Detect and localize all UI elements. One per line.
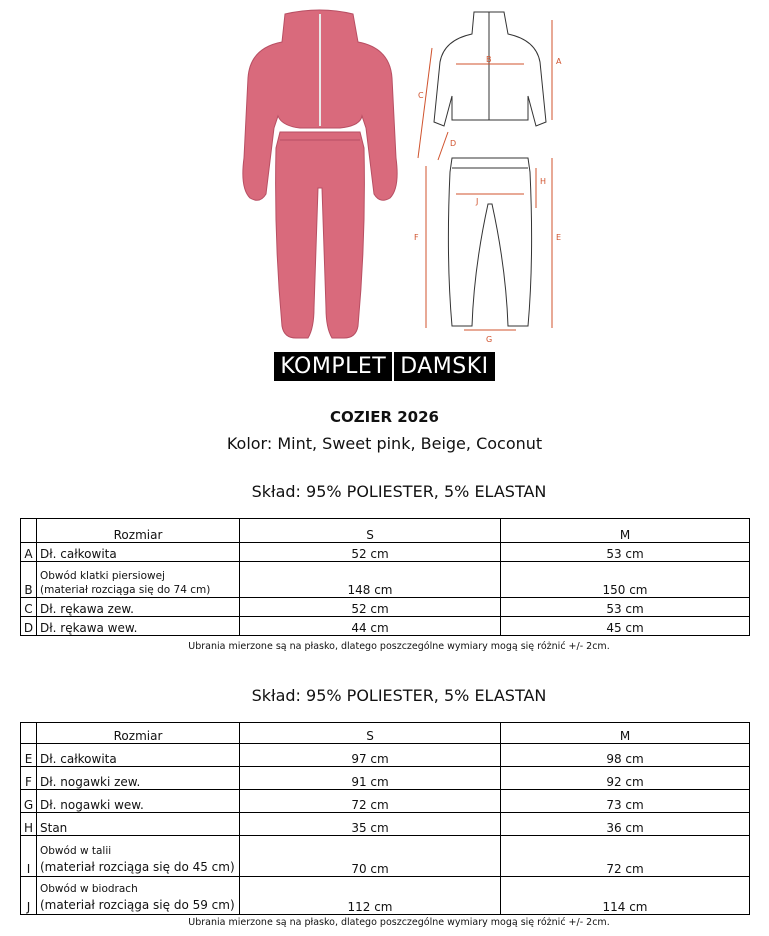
product-images [240,8,570,348]
row-name: Dł. całkowita [37,744,240,767]
row-name: Obwód klatki piersiowej [40,570,165,582]
row-value-s: 52 cm [240,598,501,617]
label-f: F [414,233,419,242]
row-value-m: 36 cm [501,813,750,836]
row-name: Obwód w biodrach [40,883,138,895]
product-title [0,352,769,381]
table-row [21,813,750,836]
label-j: J [476,197,479,206]
row-name-cell [37,562,240,598]
row-note: (materiał rozciąga się do 59 cm) [40,898,235,912]
row-value-m: 114 cm [501,877,750,915]
label-h: H [540,177,547,186]
header-cell: S [240,519,501,543]
table-row [21,562,750,598]
composition-bottom: Skład: 95% POLIESTER, 5% ELASTAN [251,686,547,705]
row-value-m: 45 cm [501,617,750,636]
size-table-bottom [20,722,750,915]
table-row [21,767,750,790]
table-row [21,790,750,813]
row-name: Obwód w talii [40,845,112,857]
row-name: Dł. całkowita [37,543,240,562]
row-value-s: 70 cm [240,836,501,877]
table-row [21,543,750,562]
row-value-s: 72 cm [240,790,501,813]
row-name: Dł. rękawa zew. [37,598,240,617]
label-d: D [450,139,457,148]
row-value-m: 53 cm [501,543,750,562]
table-row [21,617,750,636]
row-code: B [21,562,37,598]
row-value-s: 97 cm [240,744,501,767]
label-g: G [486,335,493,344]
title-word: KOMPLET [274,352,392,381]
row-note: (materiał rozciąga się do 45 cm) [40,860,235,874]
row-value-s: 52 cm [240,543,501,562]
composition-top: Skład: 95% POLIESTER, 5% ELASTAN [251,482,547,501]
header-cell: Rozmiar [37,723,240,744]
technical-drawing [412,8,570,348]
label-a: A [556,57,562,66]
label-e: E [556,233,562,242]
row-code: J [21,877,37,915]
table-header-row [21,519,750,543]
table-header-row [21,723,750,744]
row-note: (materiał rozciąga się do 74 cm) [40,584,211,596]
row-code: E [21,744,37,767]
row-code: H [21,813,37,836]
row-value-m: 73 cm [501,790,750,813]
row-code: D [21,617,37,636]
row-value-s: 112 cm [240,877,501,915]
row-value-s: 91 cm [240,767,501,790]
label-b: B [486,55,492,64]
row-value-s: 148 cm [240,562,501,598]
row-code: G [21,790,37,813]
header-cell: M [501,723,750,744]
title-word: DAMSKI [394,352,494,381]
row-name: Stan [37,813,240,836]
row-code: F [21,767,37,790]
model-name: COZIER 2026 [330,408,439,426]
table-row [21,836,750,877]
row-value-m: 72 cm [501,836,750,877]
row-code: A [21,543,37,562]
row-value-s: 44 cm [240,617,501,636]
header-cell: M [501,519,750,543]
color-list: Kolor: Mint, Sweet pink, Beige, Coconut [226,434,543,453]
table-row [21,877,750,915]
header-cell: S [240,723,501,744]
table-row [21,598,750,617]
product-photo [240,8,400,348]
row-code: I [21,836,37,877]
row-value-m: 150 cm [501,562,750,598]
row-name: Dł. nogawki zew. [37,767,240,790]
row-value-m: 53 cm [501,598,750,617]
label-c: C [418,91,424,100]
row-value-m: 92 cm [501,767,750,790]
row-code: C [21,598,37,617]
table-row [21,744,750,767]
row-value-s: 35 cm [240,813,501,836]
measurement-note: Ubrania mierzone są na płasko, dlatego poszczególne wymiary mogą się różnić +/- 2cm. [188,641,610,652]
header-cell: Rozmiar [37,519,240,543]
measurement-note: Ubrania mierzone są na płasko, dlatego poszczególne wymiary mogą się różnić +/- 2cm. [188,917,610,928]
row-name-cell [37,877,240,915]
row-name-cell [37,836,240,877]
row-name: Dł. rękawa wew. [37,617,240,636]
row-name: Dł. nogawki wew. [37,790,240,813]
size-table-top [20,518,750,636]
row-value-m: 98 cm [501,744,750,767]
